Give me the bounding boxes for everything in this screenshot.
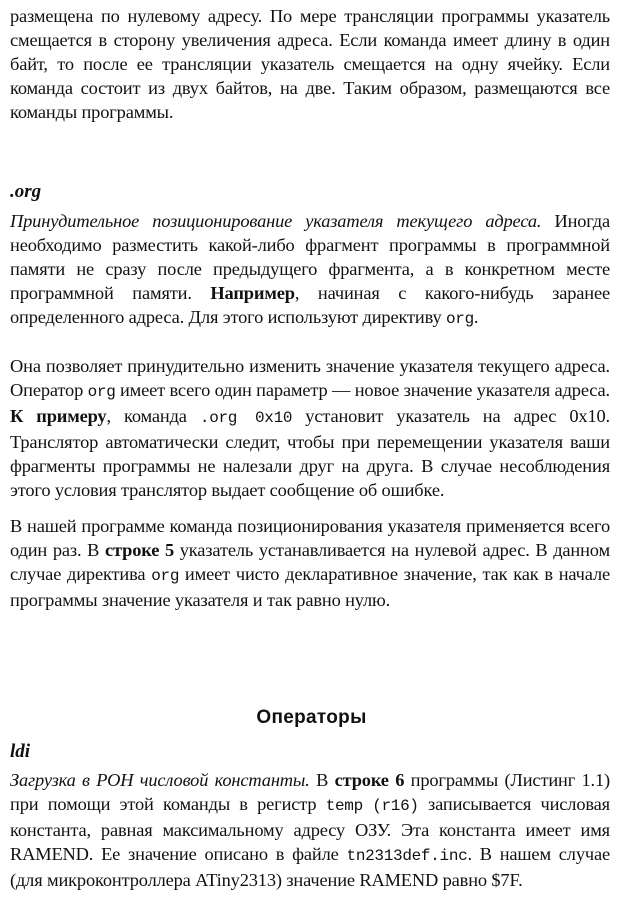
- paragraph-org-program: [10, 514, 610, 612]
- paragraph-text: имеет всего один параметр — новое значение указателя адреса.: [115, 380, 610, 400]
- code-term: tn2313def.inc: [346, 847, 468, 865]
- bold-term: Например: [210, 283, 295, 303]
- paragraph-text: , начиная с какого-нибудь заранее определенного адреса. Для этого используют директиву: [10, 283, 611, 327]
- paragraph-text: . В нашем случае (для микроконтроллера ATiny2313) значение RAMEND равно $7F.: [10, 844, 610, 890]
- paragraph-text: [363, 794, 372, 814]
- code-term: .org 0x10: [199, 409, 293, 427]
- bold-term: К примеру: [10, 406, 107, 426]
- paragraph-ldi: [10, 768, 610, 892]
- paragraph-text: размещена по нулевому адресу. По мере трансляции программы указатель смещается в сторону увеличения адреса. Если команда имеет длину в один байт, то после ее трансляции указатель смещается на одну ячейку. Если команда состоит из двух байтов, на две. Таким образом, размещаются все команды программы.: [10, 6, 610, 122]
- paragraph-text: , команда: [106, 406, 200, 426]
- code-term: (r16): [372, 797, 419, 815]
- section-title-operators: Операторы: [256, 707, 367, 728]
- code-term: org: [151, 567, 180, 585]
- italic-lead: Загрузка в РОН числовой константы.: [10, 770, 310, 790]
- bold-term: строке 6: [334, 770, 405, 790]
- paragraph-intro: [10, 4, 610, 124]
- paragraph-org-definition: [10, 209, 610, 331]
- italic-lead: Принудительное позиционирование указателя текущего адреса.: [10, 211, 542, 231]
- paragraph-org-usage: [10, 354, 610, 502]
- code-term: org: [87, 383, 116, 401]
- paragraph-text: установит указатель на адрес 0x10. Транслятор автоматически следит, чтобы при перемещении указателя ваши фрагменты программы не налезали друг на друга. В случае несоблюдения этого условия транслятор выдает сообщение об ошибке.: [10, 406, 610, 500]
- code-term: org: [445, 310, 474, 328]
- operator-heading-ldi: ldi: [10, 741, 31, 762]
- bold-term: строке 5: [105, 540, 175, 560]
- paragraph-text: Она позволяет принудительно изменить значение указателя текущего адреса. Оператор: [10, 356, 610, 400]
- paragraph-text: Иногда необходимо разместить какой-либо фрагмент программы в программной памяти не сразу после предыдущего фрагмента, а в конкретном месте программной памяти.: [10, 211, 611, 303]
- paragraph-text: программы (Листинг 1.1) при помощи этой команды в регистр: [10, 770, 611, 814]
- paragraph-text: В: [309, 770, 335, 790]
- paragraph-text: записывается числовая константа, равная максимальному адресу ОЗУ. Эта константа имеет имя RAMEND. Ее значение описано в файле: [10, 794, 610, 864]
- paragraph-text: В нашей программе команда позиционирования указателя применяется всего один раз. В: [10, 516, 610, 560]
- directive-heading-org: .org: [10, 181, 42, 202]
- code-term: temp: [325, 797, 363, 815]
- paragraph-text: указатель устанавливается на нулевой адрес. В данном случае директива: [10, 540, 610, 584]
- paragraph-text: .: [473, 307, 479, 327]
- paragraph-text: имеет чисто декларативное значение, так как в начале программы значение указателя и так равно нулю.: [10, 564, 610, 610]
